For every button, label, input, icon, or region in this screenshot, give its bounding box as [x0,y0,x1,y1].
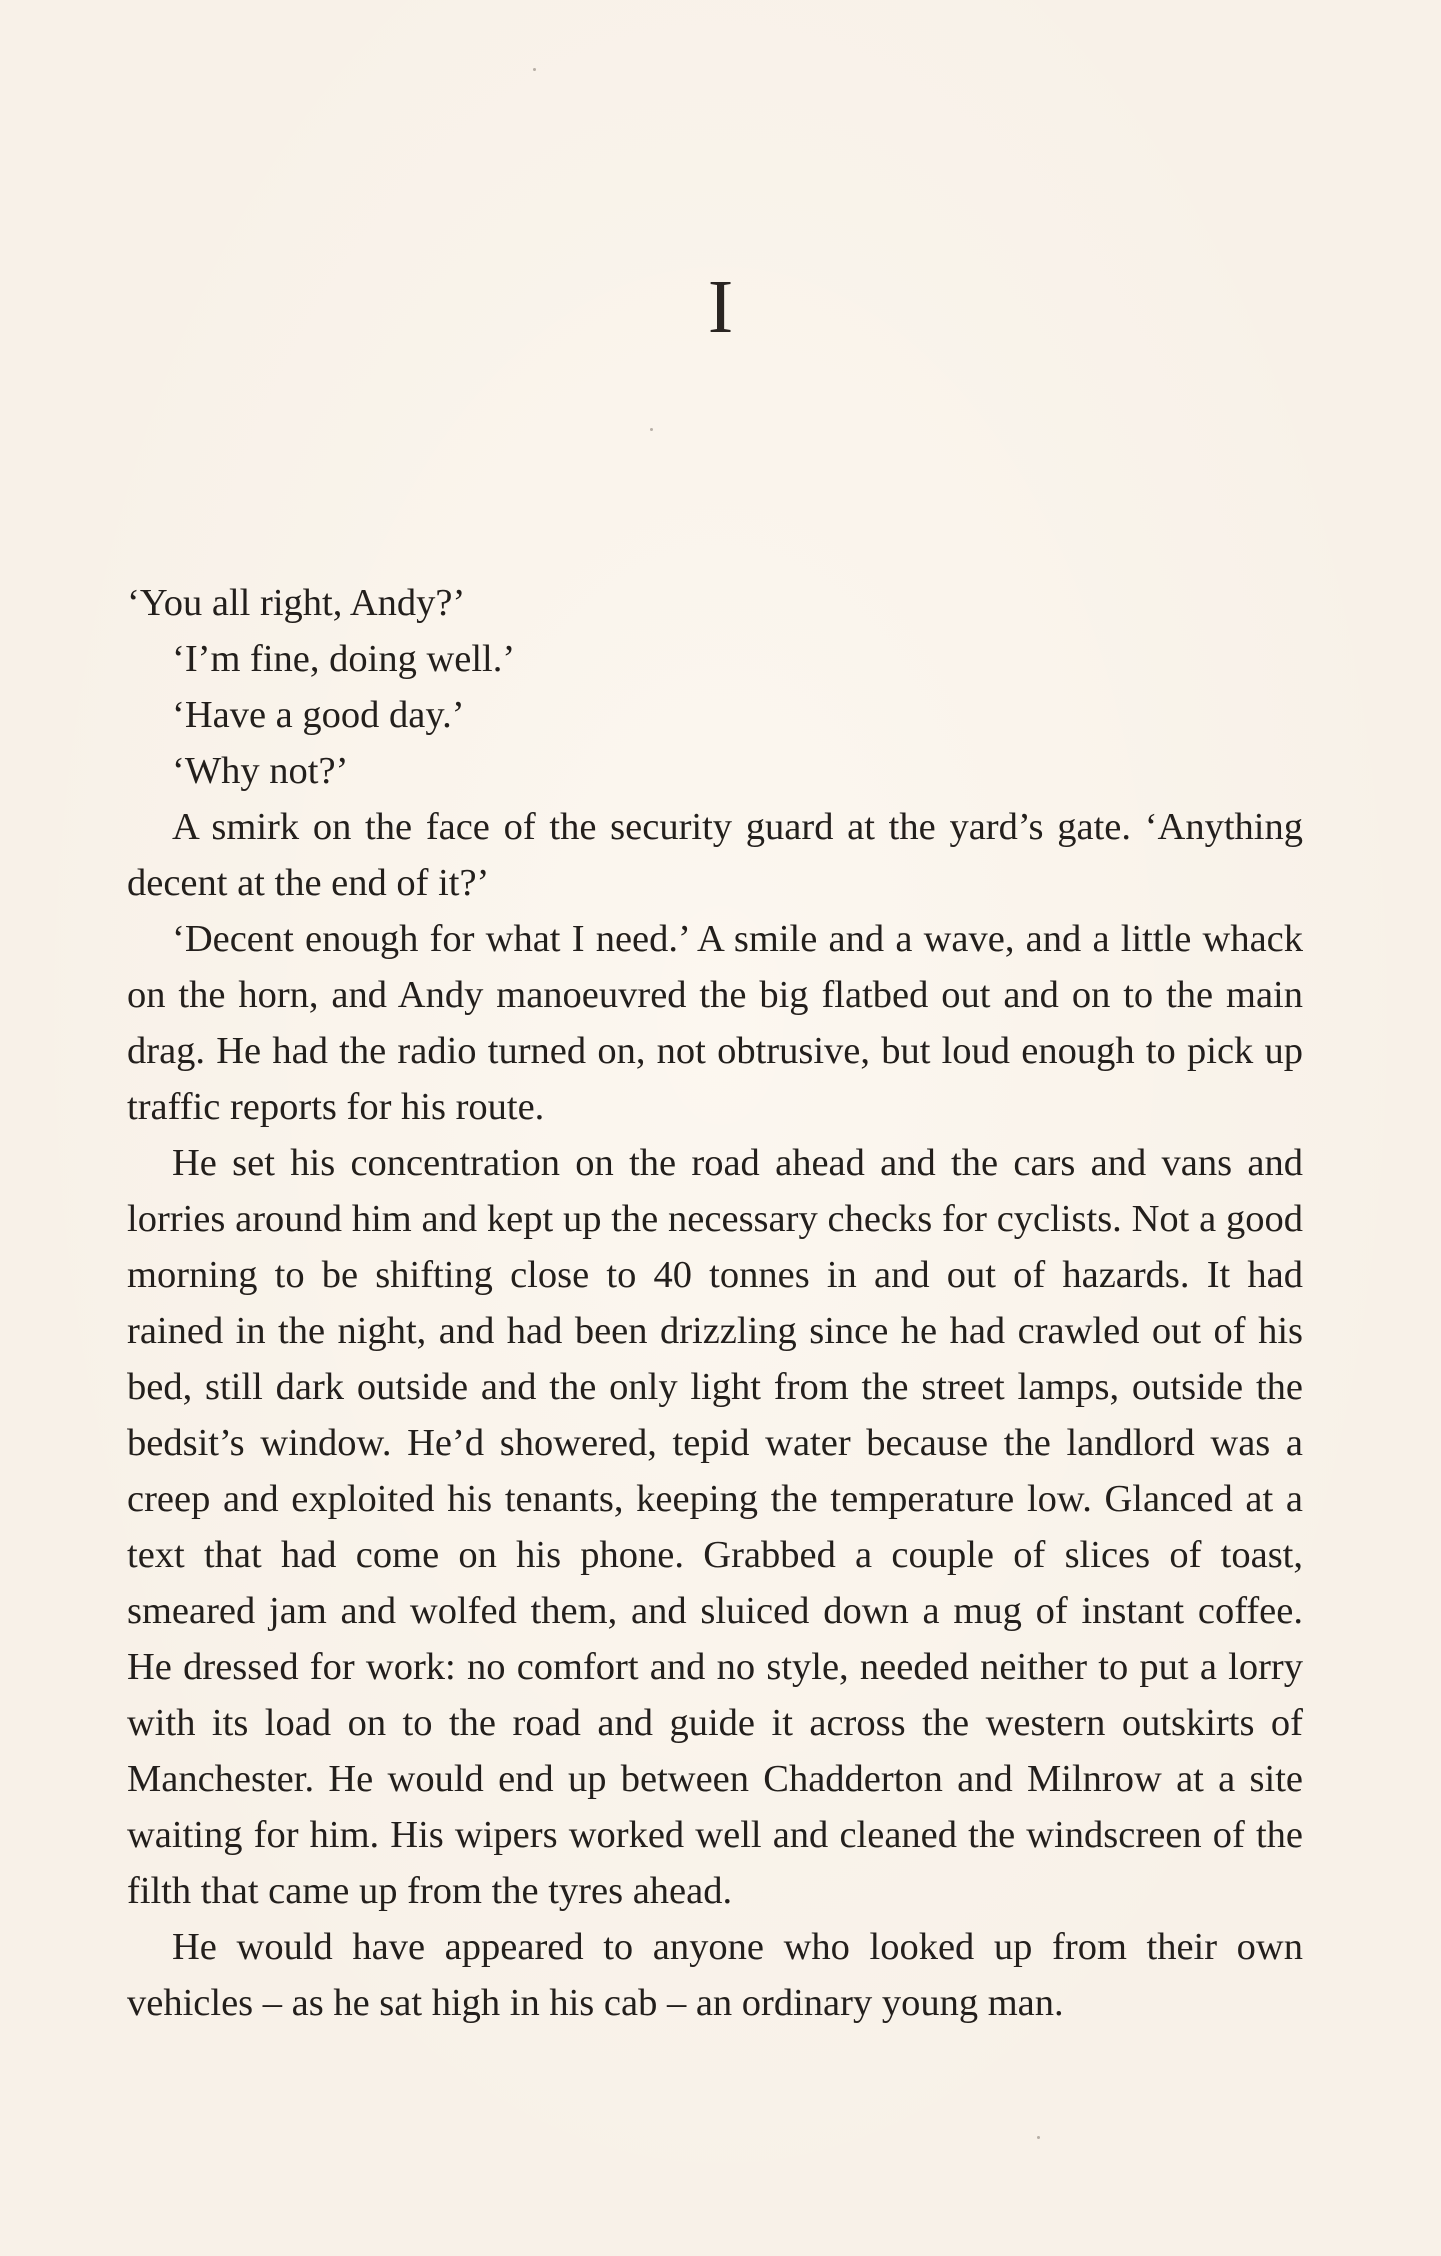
dialogue-paragraph: ‘Have a good day.’ [172,694,465,736]
show-through-texture [128,40,1308,96]
paper-speck [533,68,536,71]
chapter-body [127,575,1303,2031]
dialogue-paragraph: ‘You all right, Andy?’ [127,582,466,624]
paper-speck [650,428,653,431]
body-paragraph: He set his concentration on the road ahead and the cars and vans and lorries around him and kept up the necessary checks for cyclists. Not a good morning to be shifting close to 40 tonnes in and out of hazards. It had rained in the night, and had been drizzling since he had crawled out of his bed, still dark outside and the only light from the street lamps, outside the bedsit’s window. He’d showered, tepid water because the landlord was a creep and exploited his tenants, keeping the temperature low. Glanced at a text that had come on his phone. Grabbed a couple of slices of toast, smeared jam and wolfed them, and sluiced down a mug of instant coffee. He dressed for work: no comfort and no style, needed neither to put a lorry with its load on to the road and guide it across the western outskirts of Manchester. He would end up between Chadderton and Milnrow at a site waiting for him. His wipers worked well and cleaned the windscreen of the filth that came up from the tyres ahead. [127,1142,1303,1912]
body-paragraph: A smirk on the face of the security guard at the yard’s gate. ‘Anything decent at the end of it?’ [127,806,1303,904]
dialogue-paragraph: ‘I’m fine, doing well.’ [172,638,516,680]
body-paragraph: ‘Decent enough for what I need.’ A smile and a wave, and a little whack on the horn, and Andy manoeuvred the big flatbed out and on to the main drag. He had the radio turned on, not obtrusive, but loud enough to pick up traffic reports for his route. [127,918,1303,1128]
body-paragraph: He would have appeared to anyone who looked up from their own vehicles – as he sat high in his cab – an ordinary young man. [127,1926,1303,2024]
chapter-number: I [707,265,734,349]
dialogue-paragraph: ‘Why not?’ [172,750,349,792]
paper-speck [1037,2136,1040,2139]
